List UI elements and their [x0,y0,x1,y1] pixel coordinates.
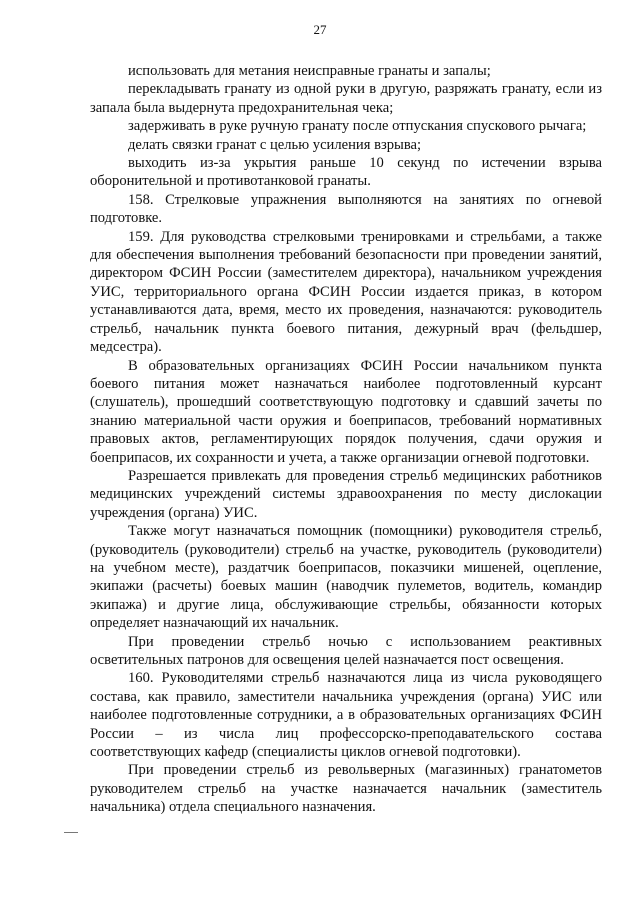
paragraph: В образовательных организациях ФСИН России начальником пункта боевого питания может назначаться наиболее подготовленный курсант (слушатель), прошедший соответствующую подготовку и сдавший зачеты по знанию материальной части оружия и боеприпасов, требований нормативных правовых актов, регламентирующих порядок получения, сдачи оружия и боеприпасов, их сохранности и учета, а также организации огневой подготовки. [90,357,602,466]
list-item-prohibition: задерживать в руке ручную гранату после отпускания спускового рычага; [128,118,587,135]
paragraph: Также могут назначаться помощник (помощники) руководителя стрельб, (руководитель (руководители) стрельб на участке, руководитель (руководители) на учебном месте), раздатчик боеприпасов, показчики мишеней, оцепление, экипажи (расчеты) боевых машин (наводчик пулеметов, водитель, командир экипажа) и другие лица, обслуживающие стрельбы, обязанности которых определяет назначающий их начальник. [90,523,602,632]
scan-mark [64,832,78,833]
list-item-prohibition: перекладывать гранату из одной руки в другую, разряжать гранату, если из запала была выдернута предохранительная чека; [90,81,602,116]
page-number: 27 [313,22,327,37]
list-item-prohibition: делать связки гранат с целью усиления взрыва; [128,136,422,153]
paragraph: При проведении стрельб ночью с использованием реактивных осветительных патронов для освещения целей назначается пост освещения. [90,633,602,668]
paragraph-160: 160. Руководителями стрельб назначаются лица из числа руководящего состава, как правило, заместители начальника учреждения (органа) УИС или наиболее подготовленные сотрудники, а в образовательных организациях ФСИН России – из числа лиц профессорско-преподавательского состава соответствующих кафедр (специалисты циклов огневой подготовки). [90,670,602,761]
paragraph: Разрешается привлекать для проведения стрельб медицинских работников медицинских учреждений системы здравоохранения по месту дислокации учреждения (органа) УИС. [90,467,602,521]
paragraph-159: 159. Для руководства стрелковыми тренировками и стрельбами, а также для обеспечения выполнения требований безопасности при проведении занятий, директором ФСИН России (заместителем директора), начальником учреждения УИС, территориального органа ФСИН России издается приказ, в котором устанавливаются дата, время, место их проведения, назначаются: руководитель стрельб, начальник пункта боевого питания, дежурный врач (фельдшер, медсестра). [90,228,602,356]
paragraph: При проведении стрельб из револьверных (магазинных) гранатометов руководителем стрельб на участке назначается начальник (заместитель начальника) отдела специального назначения. [90,762,602,816]
paragraph-158: 158. Стрелковые упражнения выполняются на занятиях по огневой подготовке. [90,191,602,227]
list-item-prohibition: использовать для метания неисправные гранаты и запалы; [128,63,491,79]
list-item-prohibition: выходить из-за укрытия раньше 10 секунд по истечении взрыва оборонительной и противотанковой гранаты. [90,155,602,190]
document-body [90,62,602,817]
